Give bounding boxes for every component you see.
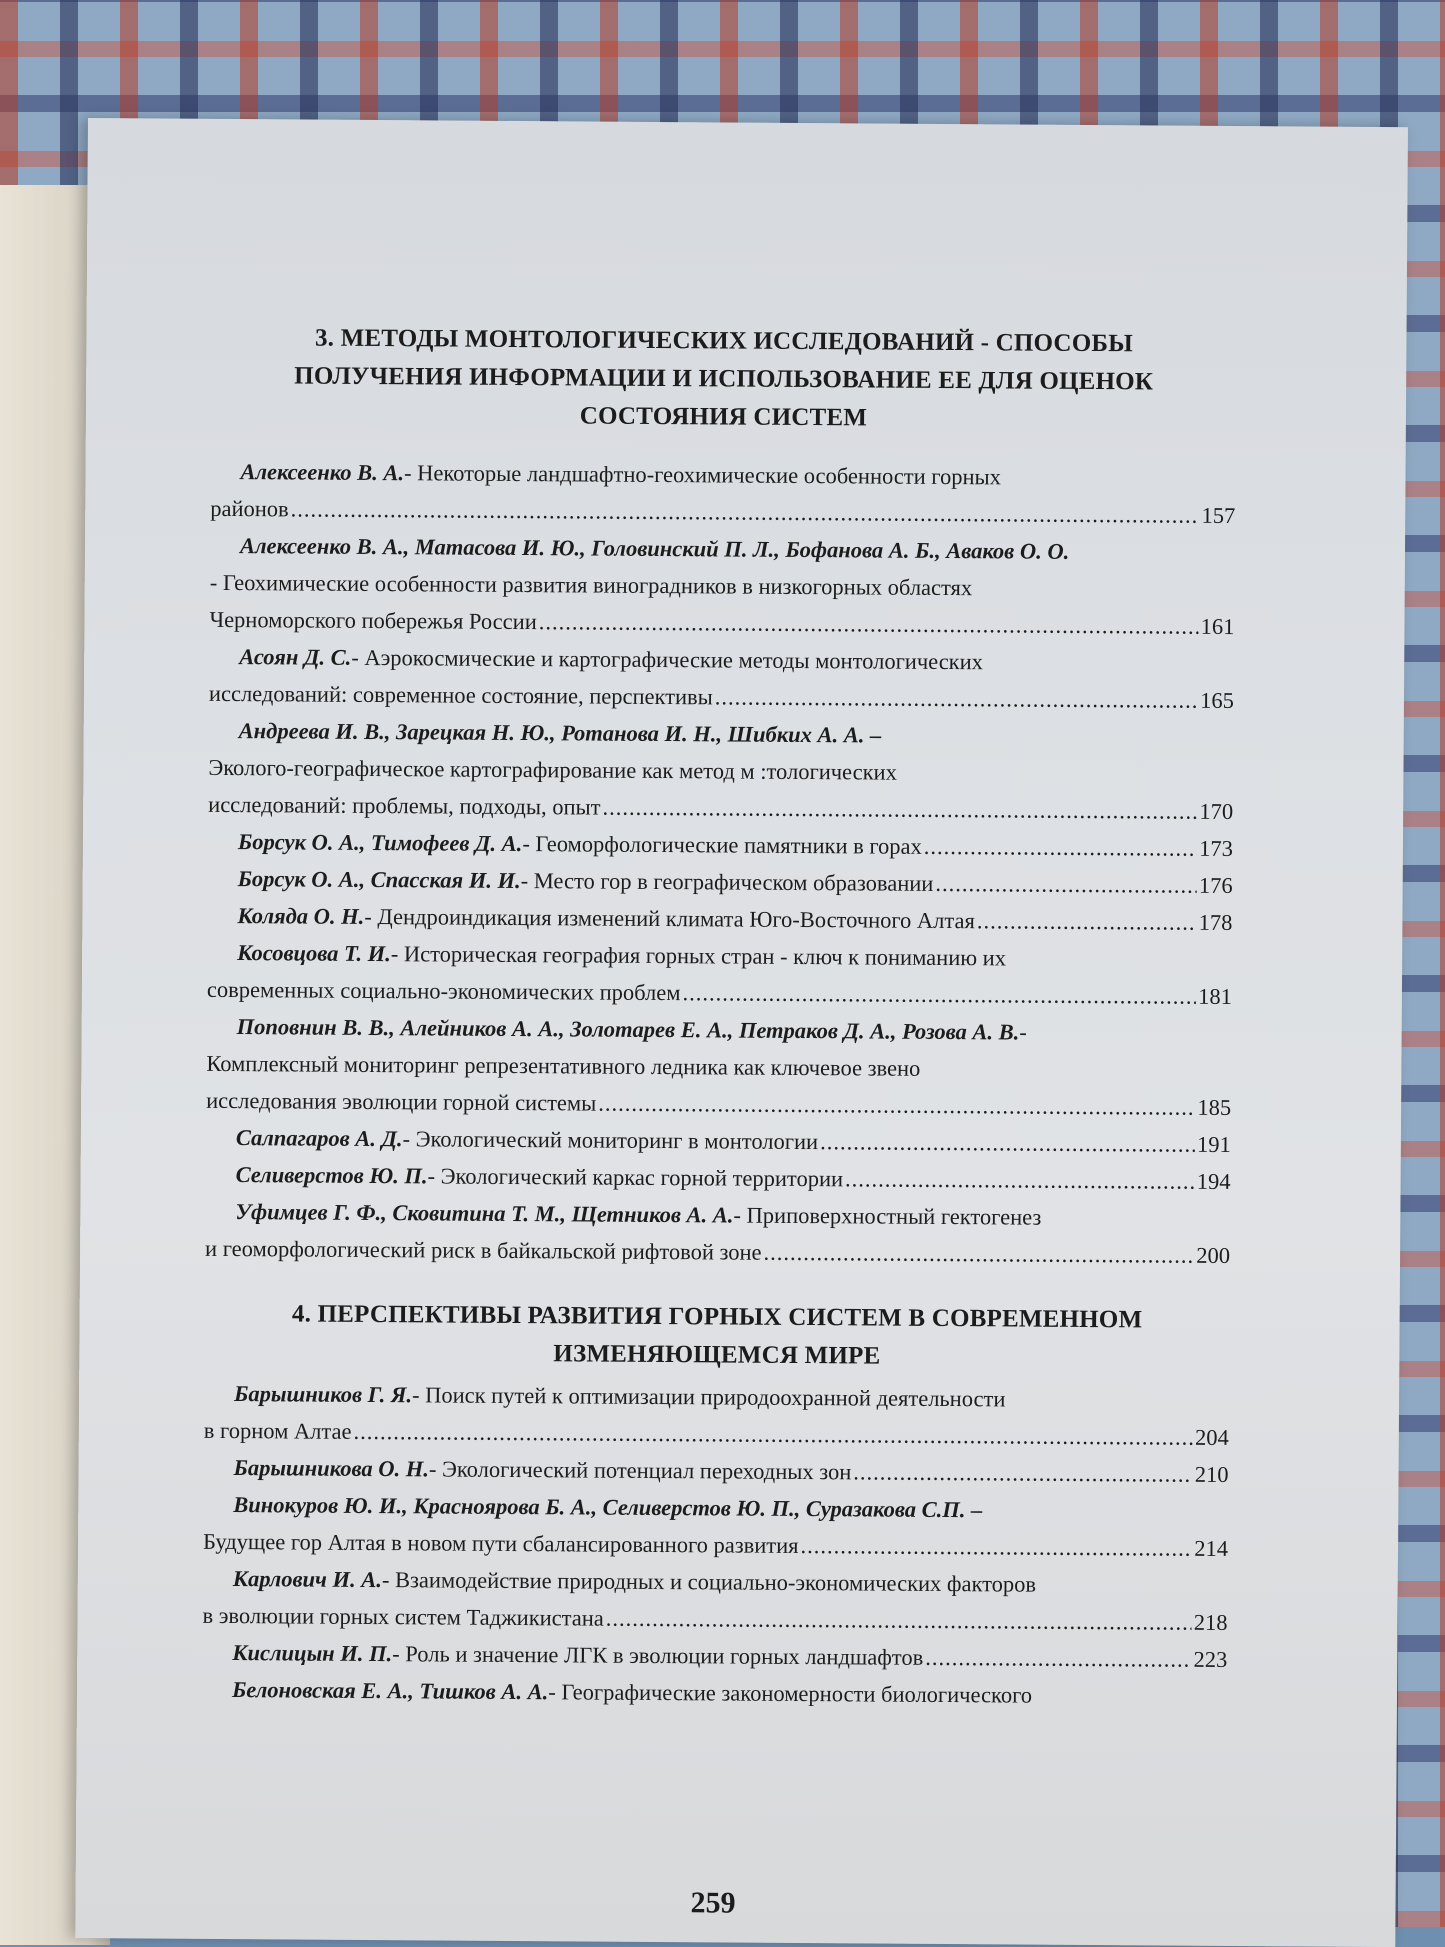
toc-entry: Косовцова Т. И. - Историческая география горных стран - ключ к пониманию их современных социально-экономических проблем ..... 181	[207, 934, 1232, 1015]
entry-title: - Экологический каркас горной территории	[427, 1163, 844, 1192]
entry-title: - Взаимодействие природных и социально-экономических факторов	[381, 1567, 1037, 1597]
entry-page: 178	[1198, 909, 1233, 936]
entry-title: - Историческая география горных стран - ключ к пониманию их	[390, 941, 1007, 971]
entry-authors: Салпагаров А. Д.	[235, 1125, 403, 1152]
entry-page: 181	[1198, 983, 1232, 1010]
entry-authors: Алексеенко В. А., Матасова И. Ю., Головинский П. Л., Бофанова А. Б., Аваков О. О.	[239, 533, 1070, 564]
entry-title: Будущее гор Алтая в новом пути сбалансированного развития	[202, 1528, 799, 1558]
entry-title: - Место гор в географическом образовании	[520, 868, 934, 896]
leader-dots	[539, 603, 1199, 645]
entry-page: 210	[1194, 1461, 1229, 1487]
entry-title: - Приповерхностный гектогенез	[733, 1202, 1042, 1230]
section-4-title: 4. ПЕРСПЕКТИВЫ РАЗВИТИЯ ГОРНЫХ СИСТЕМ В СОВРЕМЕННОМ ИЗМЕНЯЮЩЕМСЯ МИРЕ	[291, 1300, 1143, 1370]
entry-page: 194	[1196, 1168, 1231, 1195]
entry-authors: Белоновская Е. А., Тишков А. А.	[231, 1677, 549, 1705]
entry-page: 185	[1197, 1094, 1232, 1121]
entry-title: - Географические закономерности биологического	[548, 1679, 1033, 1708]
toc-entry: Карлович И. А. - Взаимодействие природных и социально-экономических факторов в эволюции горных систем Таджикистана ..... 218	[202, 1560, 1227, 1641]
entry-page: 157	[1201, 502, 1236, 529]
toc-entry: Алексеенко В. А. - Некоторые ландшафтно-геохимические особенности горных районов ..... 157	[210, 453, 1235, 534]
entry-title: Эколого-географическое картографирование как метод м :тологических	[208, 754, 897, 785]
entry-authors: Борсук О. А., Тимофеев Д. А.	[237, 829, 523, 857]
toc-entry: Барышников Г. Я. - Поиск путей к оптимизации природоохранной деятельности в горном Алтае ..... 204	[204, 1375, 1229, 1456]
entry-title: - Аэрокосмические и картографические методы монтологических	[351, 644, 984, 675]
entry-title: Комплексный мониторинг репрезентативного ледника как ключевое звено	[206, 1050, 921, 1081]
toc-entry: Андреева И. В., Зарецкая Н. Ю., Ротанова И. Н., Шибких А. А. – Эколого-географическое картографирование как метод м :тологических исследований: проблемы, подходы, опыт ..... 170	[208, 712, 1234, 830]
entry-authors: Барышникова О. Н.	[233, 1455, 430, 1482]
entry-authors: Коляда О. Н.	[237, 903, 365, 929]
entry-authors: Алексеенко В. А.	[240, 459, 405, 486]
leader-dots	[291, 490, 1200, 533]
leader-dots	[602, 789, 1197, 830]
entry-page: 200	[1196, 1242, 1231, 1269]
leader-dots	[606, 1600, 1192, 1641]
entry-page: 165	[1200, 687, 1235, 714]
entry-page: 173	[1199, 835, 1234, 862]
entry-page: 218	[1193, 1609, 1228, 1635]
entry-title: - Некоторые ландшафтно-геохимические особенности горных	[404, 460, 1001, 490]
entry-authors: Барышников Г. Я.	[234, 1381, 413, 1408]
leader-dots	[820, 1123, 1195, 1163]
entry-authors: Борсук О. А., Спасская И. И.	[237, 866, 521, 894]
leader-dots	[977, 902, 1197, 941]
toc-entry: Алексеенко В. А., Матасова И. Ю., Головинский П. Л., Бофанова А. Б., Аваков О. О. - Геохимические особенности развития виноградников в низкогорных областях Черноморского побережья России ..... 161	[209, 527, 1235, 645]
toc-entry: Поповнин В. В., Алейников А. А., Золотарев Е. А., Петраков Д. А., Розова А. В. - Комплексный мониторинг репрезентативного ледника как ключевое звено исследования эволюции горной системы ..... 185	[206, 1008, 1232, 1126]
entry-title: - Роль и значение ЛГК в эволюции горных ландшафтов	[392, 1641, 924, 1670]
toc-entry	[202, 1671, 1227, 1715]
entry-title: - Поиск путей к оптимизации природоохранной деятельности	[411, 1382, 1006, 1412]
page-number: 259	[690, 1886, 736, 1920]
entry-authors: Кислицын И. П.	[232, 1640, 393, 1667]
entry-page: 176	[1198, 872, 1233, 899]
entry-page: 170	[1199, 798, 1234, 825]
entry-page: 223	[1193, 1646, 1228, 1672]
entry-authors: Уфимцев Г. Ф., Сковитина Т. М., Щетников А. А.	[235, 1199, 734, 1228]
entry-title: - Экологический мониторинг в монтологии	[402, 1126, 819, 1155]
leader-dots	[598, 1085, 1195, 1126]
leader-dots	[853, 1453, 1193, 1492]
leader-dots	[715, 678, 1199, 718]
toc-entry: Асоян Д. С. - Аэрокосмические и картографические методы монтологических исследований: современное состояние, перспективы ..... 165	[209, 638, 1234, 719]
leader-dots	[925, 1639, 1192, 1678]
entry-authors: Селиверстов Ю. П.	[235, 1162, 428, 1189]
entry-title: - Геоморфологические памятники в горах	[522, 831, 922, 859]
entry-authors: Асоян Д. С.	[239, 644, 352, 670]
entry-authors: Карлович И. А.	[232, 1566, 382, 1593]
section-3-title: 3. МЕТОДЫ МОНТОЛОГИЧЕСКИХ ИССЛЕДОВАНИЙ - СПОСОБЫ ПОЛУЧЕНИЯ ИНФОРМАЦИИ И ИСПОЛЬЗОВАНИЕ ЕЕ ДЛЯ ОЦЕНОК СОСТОЯНИЯ СИСТЕМ	[294, 324, 1154, 432]
leader-dots	[763, 1234, 1194, 1274]
leader-dots	[800, 1527, 1192, 1567]
leader-dots	[682, 974, 1196, 1015]
entry-page: 204	[1194, 1424, 1229, 1450]
entry-title: - Экологический потенциал переходных зон	[428, 1456, 852, 1485]
toc-entry: Уфимцев Г. Ф., Сковитина Т. М., Щетников А. А. - Приповерхностный гектогенез и геоморфологический риск в байкальской рифтовой зоне ..... 200	[205, 1193, 1230, 1274]
leader-dots	[353, 1413, 1193, 1456]
entry-page: 191	[1197, 1131, 1231, 1158]
entry-authors: Поповнин В. В., Алейников А. А., Золотарев Е. А., Петраков Д. А., Розова А. В.	[236, 1014, 1020, 1045]
entry-authors: Винокуров Ю. И., Красноярова Б. А., Селиверстов Ю. П., Суразакова С.П. –	[233, 1492, 983, 1523]
book-page	[75, 118, 1408, 1947]
entry-title: - Геохимические особенности развития виноградников в низкогорных областях	[209, 569, 973, 601]
entry-title: - Дендроиндикация изменений климата Юго-Восточного Алтая	[364, 903, 975, 934]
entry-page: 214	[1194, 1535, 1229, 1561]
entry-page: 161	[1200, 613, 1235, 640]
leader-dots	[924, 828, 1198, 867]
leader-dots	[845, 1160, 1195, 1199]
toc-entry	[203, 1486, 1228, 1567]
table-of-contents	[202, 319, 1237, 1920]
entry-authors: Андреева И. В., Зарецкая Н. Ю., Ротанова И. Н., Шибких А. А. –	[238, 718, 882, 748]
leader-dots	[935, 865, 1197, 904]
entry-authors: Косовцова Т. И.	[237, 940, 391, 967]
